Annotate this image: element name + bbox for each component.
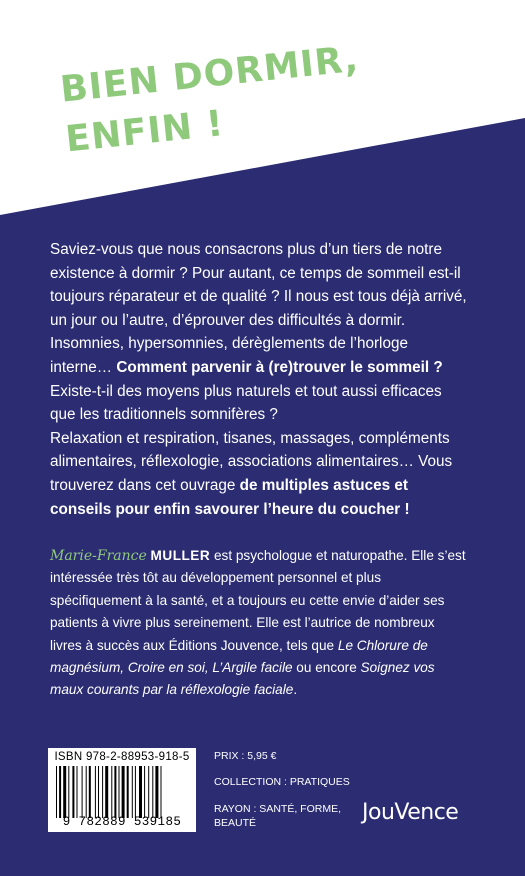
ean-digits: 9 782889 539185 xyxy=(62,815,182,829)
book-titles-2: Soignez vos maux courants par la réflexologie faciale xyxy=(50,660,435,698)
summary-highlight-2: de multiples astuces et conseils pour enfin savourer l’heure du coucher ! xyxy=(50,476,410,518)
summary-highlight-1: Comment parvenir à (re)trouver le sommeil ? xyxy=(116,358,443,376)
publisher-logo: JouVence xyxy=(362,800,459,825)
summary-paragraph-1: Saviez-vous que nous consacrons plus d’un tiers de notre existence à dormir ? Pour autant, ce temps de sommeil est-il toujours réparateur et de qualité ? Il nous est tous déjà arrivé, un jour ou l’autre, d’éprouver des difficultés à dormir. Insomnies, hypersomnies, dérèglements de l’horloge interne… Comment parvenir à (re)trouver le sommeil ? xyxy=(50,241,467,376)
title-line-2: ENFIN ! xyxy=(63,103,226,161)
author-bio: Marie-France MULLER est psychologue et naturopathe. Elle s’est intéressée très tôt au développement personnel et plus spécifiquement à la santé, et a toujours eu cette envie d’aider ses patients à vivre plus sereinement. Elle est l’autrice de nombreux livres à succès aux Éditions Jouvence, tels que Le Chlorure de magnésium, Croire en soi, L’Argile facile ou encore Soignez vos maux courants par la réflexologie faciale. xyxy=(50,548,466,698)
isbn-number: ISBN 978-2-88953-918-5 xyxy=(54,751,190,763)
author-first-name: Marie-France xyxy=(50,548,147,564)
author-last-name: MULLER xyxy=(150,548,211,563)
summary-paragraph-2: Existe-t-il des moyens plus naturels et tout aussi efficaces que les traditionnels somnifères ? xyxy=(50,382,442,424)
title-line-1: BIEN DORMIR, xyxy=(58,38,361,111)
barcode-box xyxy=(48,748,196,832)
book-titles-1: Le Chlorure de magnésium, Croire en soi, L’Argile facile xyxy=(50,637,428,676)
price-label: PRIX : 5,95 € xyxy=(214,750,277,762)
rayon-label: RAYON : SANTÉ, FORME, BEAUTÉ xyxy=(214,803,341,829)
barcode-bars xyxy=(56,766,188,818)
collection-label: COLLECTION : PRATIQUES xyxy=(214,776,350,788)
summary-paragraph-3: Relaxation et respiration, tisanes, massages, compléments alimentaires, réflexologie, associations alimentaires… Vous trouverez dans cet ouvrage de multiples astuces et conseils pour enfin savourer l’heure du coucher ! xyxy=(50,429,453,518)
back-cover-summary xyxy=(50,238,470,521)
